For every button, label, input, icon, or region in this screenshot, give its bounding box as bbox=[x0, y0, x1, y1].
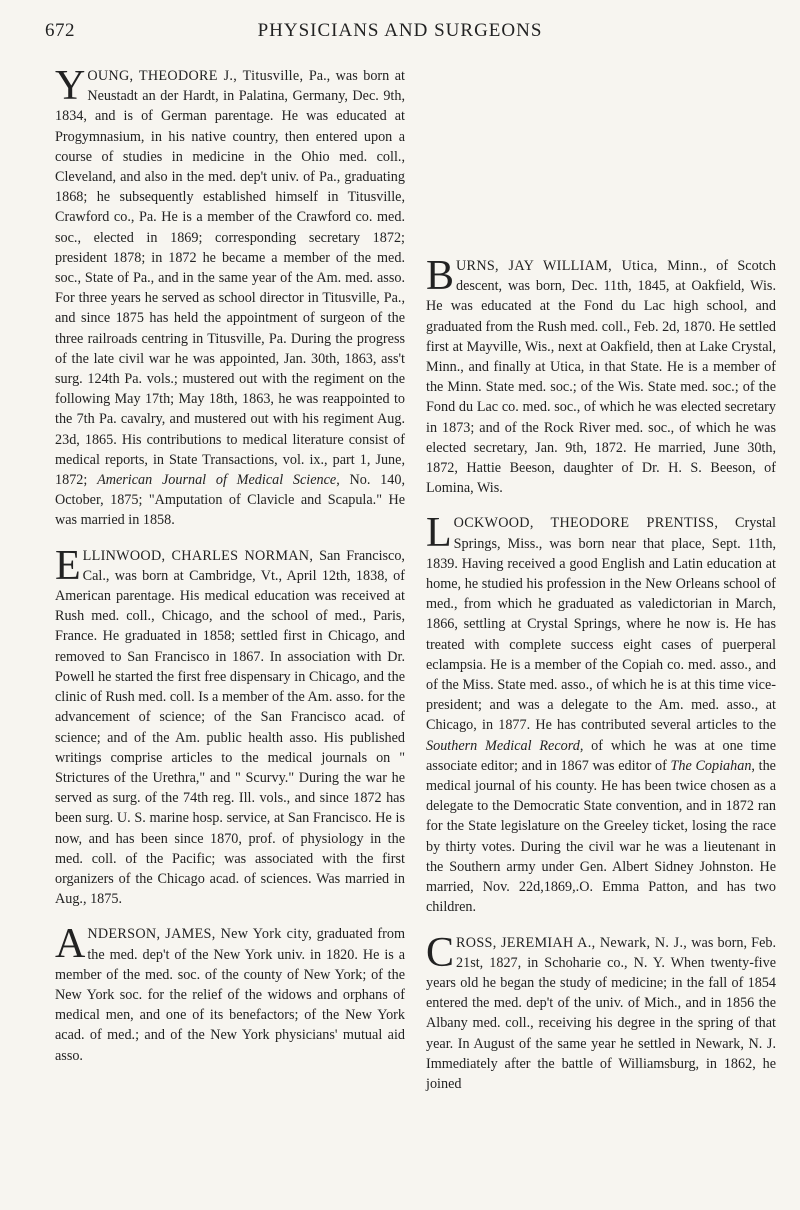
entry-ellinwood bbox=[55, 542, 405, 910]
entry-body-tail: , the medical journal of his county. He has been twice chosen as a delegate to the Democratic State convention, and in 1872 ran for the State legislature on the Greeley ticket, losing the race by thirty votes. During the civil war he was a lieutenant in the Southern army under Gen. Albert Sidney Johnston. He married, Nov. 22d,1869,.O. Emma Patton, and has two children. bbox=[426, 757, 776, 916]
entry-name: NDERSON, JAMES, New York city, bbox=[87, 926, 313, 943]
entry-young bbox=[55, 63, 405, 531]
entry-name: OCKWOOD, THEODORE PRENTISS, bbox=[453, 515, 719, 532]
entry-name: URNS, JAY WILLIAM, Utica, Minn., bbox=[456, 258, 707, 274]
entry-body: Pa., was born at Neustadt an der Hardt, in Palatina, Germany, Dec. 9th, 1834, and is of German parentage. He was educated at Progymnasium, in his native country, then entered upon a course of studies in medicine in the Ohio med. coll., Cleveland, and also in the med. dep't univ. of Pa., graduating 1868; he subsequently established himself in Titusville, Crawford co., Pa. He is a member of the Crawford co. med. soc., elected in 1869; corresponding secretary 1872; president 1878; in 1872 he became a member of the med. soc., State of Pa., and in the same year of the Am. med. asso. For three years he served as school director in Titusville, Pa., and since 1875 has held the appointment of surgeon of the three railroads centring in Titusville, Pa. During the progress of the late civil war he was appointed, Jan. 30th, 1863, ass't surg. 124th Pa. vols.; mustered out with the regiment on the following May 17th; May 18th, 1863, he was reappointed to the 7th Pa. cavalry, and mustered out with his regiment Aug. 23d, 1865. His contributions to medical literature consist of medical reports, in State Transactions, vol. ix., part 1, June, 1872; bbox=[55, 68, 405, 489]
page-number: 672 bbox=[45, 20, 75, 41]
entry-body-tail: , No. 140, October, 1875; "Amputation of Clavicle and Scapula." He was married in 1858. bbox=[55, 472, 405, 529]
entry-name: OUNG, THEODORE J., Titusville, bbox=[87, 68, 304, 84]
journal-title: American Journal of Medical Science bbox=[97, 472, 337, 489]
entry-name: ROSS, JEREMIAH A., Newark, N. J., bbox=[456, 934, 688, 951]
drop-initial: L bbox=[426, 510, 452, 557]
entry-burns bbox=[426, 253, 776, 498]
drop-initial: A bbox=[55, 921, 86, 968]
drop-initial: C bbox=[426, 929, 455, 976]
entry-body: was born, Feb. 21st, 1827, in Schoharie co., N. Y. When twenty-five years old he began the study of medicine; in the fall of 1854 entered the med. dep't of the univ. of Mich., and in 1856 the Albany med. coll., receiving his degree in the spring of that year. In August of the same year he settled in Newark, N. J. Immediately after the battle of Williamsburg, in 1862, he joined bbox=[426, 934, 777, 1092]
running-title: PHYSICIANS AND SURGEONS bbox=[257, 20, 543, 41]
entry-lockwood bbox=[426, 510, 777, 917]
page-header bbox=[0, 20, 800, 50]
entry-name: LLINWOOD, CHARLES NORMAN, bbox=[82, 547, 314, 564]
entry-body-mid: , of which he was at one time associate editor; and in 1867 was editor of bbox=[426, 737, 777, 774]
entry-body: Crystal Springs, Miss., was born near that place, Sept. 11th, 1839. Having received a good English and Latin education at home, he studied his profession in the New Orleans school of med., from which he graduated as valedictorian in March, 1866, settling at Crystal Springs, where he now is. He has treated with complete success eight cases of puerperal eclampsia. He is a member of the Copiah co. med. asso., and of the Miss. State med. asso., of which he is at this time vice-president; and was a delegate to the Am. med. asso., at Chicago, in 1877. He has contributed several articles to the bbox=[426, 515, 777, 734]
entry-cross bbox=[426, 929, 777, 1095]
right-column bbox=[426, 66, 776, 1109]
entry-body: graduated from the med. dep't of the New York univ. in 1820. He is a member of the med. soc. of the county of New York; of the New York soc. for the relief of the widows and orphans of medical men, and one of its benefactors; of the New York acad. of med.; and of the New York physicians' mutual aid asso. bbox=[55, 926, 405, 1064]
drop-initial: E bbox=[55, 542, 81, 589]
drop-initial: Y bbox=[55, 63, 86, 109]
drop-initial: B bbox=[426, 253, 455, 299]
journal-title-2: The Copiahan bbox=[670, 757, 752, 774]
entry-body: of Scotch descent, was born, Dec. 11th, 1845, at Oakfield, Wis. He was educated at the Fond du Lac high school, and graduated from the Rush med. coll., Feb. 2d, 1870. He settled first at Mayville, Wis., next at Oakfield, then at Lake Crystal, Minn., and finally at Utica, in that State. He is a member of the Minn. State med. soc.; of the Wis. State med. soc.; of the Fond du Lac co. med. soc., of which he was elected secretary in 1873; and of the Rock River med. soc., of which he was elected secretary, Jan. 9th, 1872. He married, June 30th, 1872, Hattie Beeson, daughter of Dr. H. S. Beeson, of Lomina, Wis. bbox=[426, 258, 776, 497]
left-column bbox=[55, 63, 405, 1081]
entry-anderson bbox=[55, 921, 405, 1065]
entry-body: San Francisco, Cal., was born at Cambridge, Vt., April 12th, 1838, of American parentage. His medical education was received at Rush med. coll., Chicago, and the school of med., Paris, France. He graduated in 1858; settled first in Chicago, and removed to San Francisco in 1867. In association with Dr. Powell he started the first free dispensary in Chicago, and the clinic of Rush med. coll. Is a member of the Am. asso. for the advancement of science; of the San Francisco acad. of science; and of the Am. public health asso. His published writings comprise articles to the medical journals on " Strictures of the Urethra," and " Scurvy." During the war he served as surg. of the 74th reg. Ill. vols., and since 1872 has been surg. U. S. marine hosp. service, at San Francisco. He is now, and has been since 1870, prof. of physiology in the med. coll. of the Pacific; was associated with the first organizers of the Chicago acad. of sciences. Was married in Aug., 1875. bbox=[55, 547, 405, 908]
journal-title: Southern Medical Record bbox=[426, 737, 580, 754]
